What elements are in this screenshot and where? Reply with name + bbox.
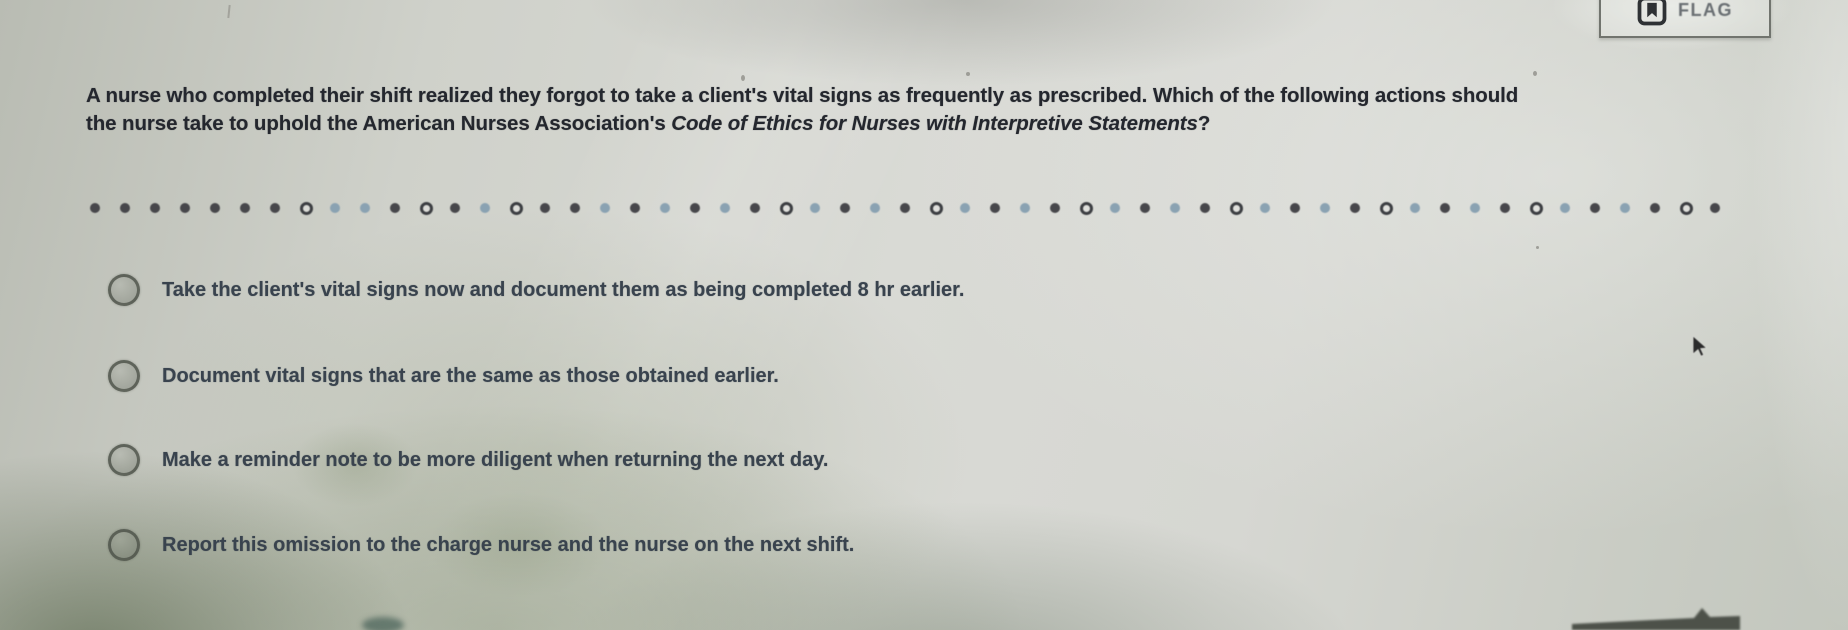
divider-dot-blue — [600, 203, 610, 213]
flag-button-label: FLAG — [1678, 0, 1733, 20]
divider-dot-dark — [240, 203, 250, 213]
radio-button-2[interactable] — [108, 360, 140, 392]
option-label-2: Document vital signs that are the same as those obtained earlier. — [162, 364, 779, 387]
divider-dot-dark — [150, 203, 160, 213]
answer-option-2[interactable] — [108, 357, 779, 395]
divider-dot-dark — [1710, 203, 1720, 213]
divider-dot-blue — [1110, 203, 1120, 213]
photo-glare-blob — [362, 617, 404, 630]
divider-dot-dark — [90, 203, 100, 213]
divider-dot-ring — [300, 202, 313, 215]
divider-dot-ring — [780, 202, 793, 215]
divider-dot-blue — [360, 203, 370, 213]
divider-dot-blue — [1410, 203, 1420, 213]
dust-speck — [1536, 246, 1539, 249]
divider-dot-blue — [810, 203, 820, 213]
divider-dot-blue — [1320, 203, 1330, 213]
divider-dot-dark — [1500, 203, 1510, 213]
divider-dot-ring — [420, 202, 433, 215]
dust-mark — [227, 5, 230, 18]
divider-dot-blue — [1560, 203, 1570, 213]
divider-dot-dark — [1650, 203, 1660, 213]
answer-option-4[interactable] — [108, 526, 854, 564]
divider-dot-dark — [840, 203, 850, 213]
divider-dot-blue — [330, 203, 340, 213]
radio-button-3[interactable] — [108, 444, 140, 476]
question-text-end: ? — [1197, 112, 1211, 135]
divider-dot-ring — [1080, 202, 1093, 215]
divider-dot-dark — [990, 203, 1000, 213]
divider-dot-dark — [450, 203, 460, 213]
dust-speck — [966, 72, 970, 76]
divider-dot-dark — [1350, 203, 1360, 213]
dust-speck — [1533, 71, 1537, 76]
option-label-4: Report this omission to the charge nurse and the nurse on the next shift. — [162, 533, 855, 556]
divider-dot-dark — [750, 203, 760, 213]
divider-dot-dark — [1440, 203, 1450, 213]
divider-dot-blue — [1260, 203, 1270, 213]
divider-dot-ring — [1230, 202, 1243, 215]
divider-dot-dark — [210, 203, 220, 213]
divider-dot-dark — [1590, 203, 1600, 213]
option-label-3: Make a reminder note to be more diligent when returning the next day. — [162, 448, 829, 471]
divider-dot-blue — [660, 203, 670, 213]
answer-option-1[interactable] — [108, 271, 964, 309]
divider-dot-blue — [480, 203, 490, 213]
radio-button-4[interactable] — [108, 529, 140, 561]
divider-dot-dark — [630, 203, 640, 213]
mouse-cursor-icon — [1692, 336, 1714, 360]
divider-dot-dark — [270, 203, 280, 213]
divider-dot-blue — [720, 203, 730, 213]
divider-dot-dark — [690, 203, 700, 213]
divider-dot-ring — [1530, 202, 1543, 215]
question-text — [86, 82, 1546, 138]
divider-dot-dark — [1140, 203, 1150, 213]
question-title-italic: Code of Ethics for Nurses with Interpretive Statements — [671, 112, 1198, 135]
divider-dot-ring — [1680, 202, 1693, 215]
dotted-divider — [90, 197, 1740, 219]
divider-dot-ring — [1380, 202, 1393, 215]
divider-dot-blue — [960, 203, 970, 213]
next-button-partial[interactable] — [1568, 604, 1744, 630]
divider-dot-dark — [900, 203, 910, 213]
divider-dot-dark — [1200, 203, 1210, 213]
divider-dot-dark — [180, 203, 190, 213]
radio-button-1[interactable] — [108, 274, 140, 306]
divider-dot-blue — [1170, 203, 1180, 213]
divider-dot-ring — [510, 202, 523, 215]
divider-dot-blue — [1470, 203, 1480, 213]
divider-dot-blue — [870, 203, 880, 213]
divider-dot-dark — [390, 203, 400, 213]
divider-dot-dark — [540, 203, 550, 213]
divider-dot-dark — [1050, 203, 1060, 213]
divider-dot-blue — [1020, 203, 1030, 213]
question-text-plain: A nurse who completed their shift realized they forgot to take a client's vital signs as frequently as prescribed. Which of the following actions should the nurse take to uphold the American Nurses Association's — [86, 84, 1519, 135]
divider-dot-blue — [1620, 203, 1630, 213]
divider-dot-ring — [930, 202, 943, 215]
bookmark-icon — [1637, 0, 1667, 26]
answer-option-3[interactable] — [108, 441, 828, 479]
flag-button[interactable] — [1599, 0, 1771, 38]
dust-speck — [741, 75, 745, 81]
option-label-1: Take the client's vital signs now and document them as being completed 8 hr earlier. — [162, 278, 965, 301]
divider-dot-dark — [570, 203, 580, 213]
divider-dot-dark — [1290, 203, 1300, 213]
divider-dot-dark — [120, 203, 130, 213]
